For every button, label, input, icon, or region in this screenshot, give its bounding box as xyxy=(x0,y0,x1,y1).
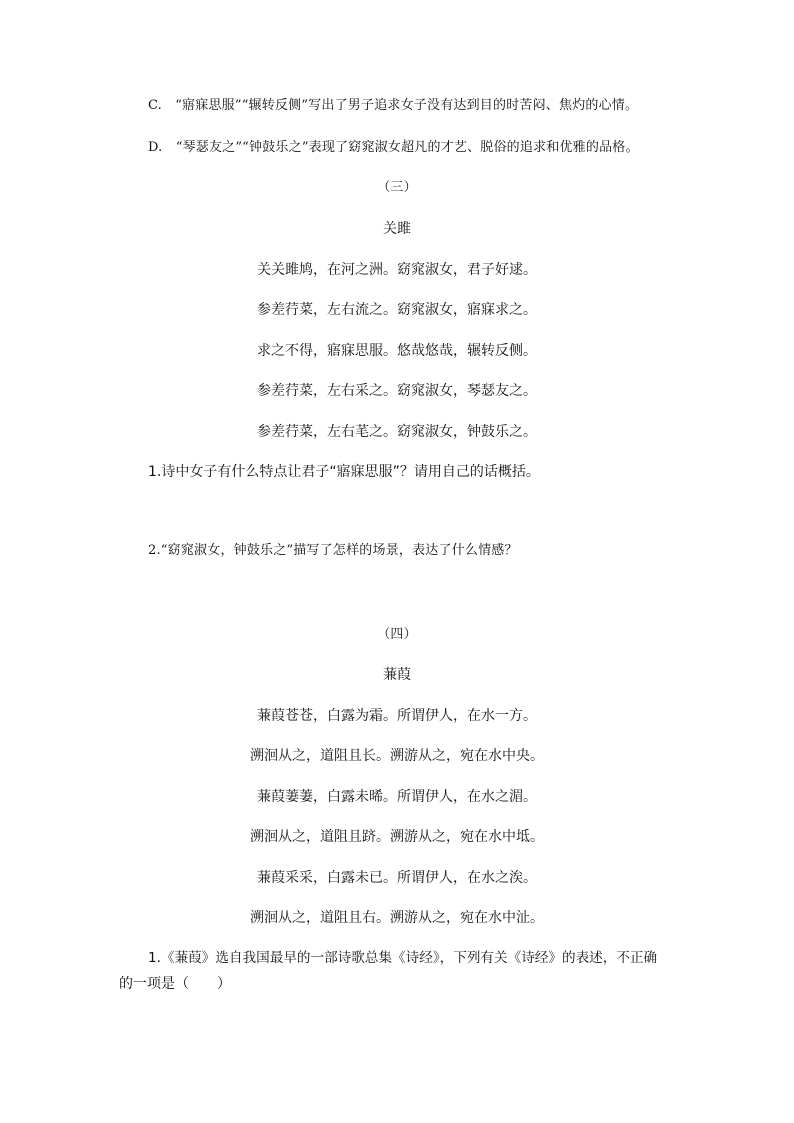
poem-line: 关关雎鸠，在河之洲。窈窕淑女，君子好逑。 xyxy=(257,262,537,278)
section-4-number: （四） xyxy=(377,627,417,642)
poem-line: 溯洄从之，道阻且右。溯游从之，宛在水中沚。 xyxy=(250,910,544,926)
poem-line: 参差荇菜，左右采之。窈窕淑女，琴瑟友之。 xyxy=(257,383,537,399)
section-3-number: （三） xyxy=(377,180,417,195)
poem-line: 溯洄从之，道阻且跻。溯游从之，宛在水中坻。 xyxy=(250,829,544,845)
poem-title-guanju: 关雎 xyxy=(383,221,411,237)
question-4-1-line-1: 1.《蒹葭》选自我国最早的一部诗歌总集《诗经》，下列有关《诗经》的表述，不正确 xyxy=(148,950,658,966)
poem-line: 参差荇菜，左右芼之。窈窕淑女，钟鼓乐之。 xyxy=(257,424,537,440)
poem-line: 蒹葭苍苍，白露为霜。所谓伊人，在水一方。 xyxy=(257,708,537,724)
question-3-1: 1.诗中女子有什么特点让君子“寤寐思服”？请用自己的话概括。 xyxy=(148,464,540,480)
poem-line: 蒹葭采采，白露未已。所谓伊人，在水之涘。 xyxy=(257,870,537,886)
option-d: D. “琴瑟友之”“钟鼓乐之”表现了窈窕淑女超凡的才艺、脱俗的追求和优雅的品格。 xyxy=(148,140,639,155)
poem-line: 参差荇菜，左右流之。窈窕淑女，寤寐求之。 xyxy=(257,302,537,318)
option-c: C. “寤寐思服”“辗转反侧”写出了男子追求女子没有达到目的时苦闷、焦灼的心情。 xyxy=(148,98,639,113)
poem-title-jianjia: 蒹葭 xyxy=(383,667,411,683)
question-3-2: 2.“窈窕淑女，钟鼓乐之”描写了怎样的场景，表达了什么情感？ xyxy=(148,543,518,558)
poem-line: 求之不得，寤寐思服。悠哉悠哉，辗转反侧。 xyxy=(257,343,537,359)
question-4-1-line-2: 的一项是（ ） xyxy=(119,976,231,992)
poem-line: 蒹葭萋萋，白露未晞。所谓伊人，在水之湄。 xyxy=(257,789,537,805)
poem-line: 溯洄从之，道阻且长。溯游从之，宛在水中央。 xyxy=(250,748,544,764)
